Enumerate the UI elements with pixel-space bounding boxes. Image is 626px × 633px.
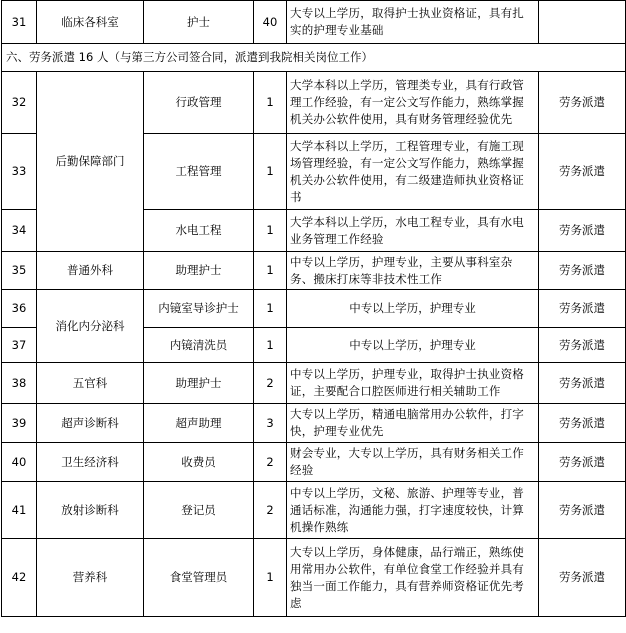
method-cell: 劳务派遣 xyxy=(539,404,626,443)
row-number: 37 xyxy=(2,328,37,363)
position-cell: 水电工程 xyxy=(144,210,254,252)
position-cell: 食堂管理员 xyxy=(144,539,254,617)
count-cell: 1 xyxy=(254,210,287,252)
requirement-cell: 大学本科以上学历，水电工程专业，具有水电业务管理工作经验 xyxy=(287,210,539,252)
method-cell: 劳务派遣 xyxy=(539,443,626,482)
method-cell: 劳务派遣 xyxy=(539,539,626,617)
position-cell: 登记员 xyxy=(144,482,254,539)
department-cell: 卫生经济科 xyxy=(37,443,144,482)
table-row xyxy=(2,443,626,482)
department-cell: 五官科 xyxy=(37,363,144,404)
position-cell: 收费员 xyxy=(144,443,254,482)
count-cell: 1 xyxy=(254,328,287,363)
row-number: 36 xyxy=(2,290,37,328)
row-number: 31 xyxy=(2,1,37,44)
department-cell: 消化内分泌科 xyxy=(37,290,144,363)
table-row xyxy=(2,72,626,134)
section-title: 六、劳务派遣 16 人（与第三方公司签合同，派遣到我院相关岗位工作） xyxy=(2,44,626,72)
department-cell: 临床各科室 xyxy=(37,1,144,44)
position-cell: 助理护士 xyxy=(144,252,254,290)
row-number: 32 xyxy=(2,72,37,134)
method-cell: 劳务派遣 xyxy=(539,72,626,134)
requirement-cell: 中专以上学历，文秘、旅游、护理等专业，普通话标准，沟通能力强，打字速度较快，计算机操作熟练 xyxy=(287,482,539,539)
requirement-cell: 中专以上学历，护理专业 xyxy=(287,328,539,363)
section-row xyxy=(2,44,626,72)
table-row xyxy=(2,363,626,404)
department-cell: 放射诊断科 xyxy=(37,482,144,539)
count-cell: 2 xyxy=(254,443,287,482)
row-number: 41 xyxy=(2,482,37,539)
row-number: 35 xyxy=(2,252,37,290)
requirement-cell: 大专以上学历，取得护士执业资格证，具有扎实的护理专业基础 xyxy=(287,1,539,44)
position-cell: 工程管理 xyxy=(144,134,254,210)
method-cell: 劳务派遣 xyxy=(539,134,626,210)
count-cell: 1 xyxy=(254,539,287,617)
position-cell: 内镜清洗员 xyxy=(144,328,254,363)
method-cell: 劳务派遣 xyxy=(539,210,626,252)
position-cell: 行政管理 xyxy=(144,72,254,134)
requirement-cell: 大专以上学历，精通电脑常用办公软件，打字快，护理专业优先 xyxy=(287,404,539,443)
row-number: 42 xyxy=(2,539,37,617)
method-cell: 劳务派遣 xyxy=(539,290,626,328)
row-number: 33 xyxy=(2,134,37,210)
requirement-cell: 中专以上学历，护理专业 xyxy=(287,290,539,328)
row-number: 40 xyxy=(2,443,37,482)
table-row xyxy=(2,1,626,44)
requirement-cell: 财会专业，大专以上学历，具有财务相关工作经验 xyxy=(287,443,539,482)
count-cell: 1 xyxy=(254,252,287,290)
position-cell: 护士 xyxy=(144,1,254,44)
row-number: 34 xyxy=(2,210,37,252)
method-cell: 劳务派遣 xyxy=(539,328,626,363)
count-cell: 40 xyxy=(254,1,287,44)
count-cell: 2 xyxy=(254,482,287,539)
position-cell: 助理护士 xyxy=(144,363,254,404)
department-cell: 超声诊断科 xyxy=(37,404,144,443)
count-cell: 1 xyxy=(254,134,287,210)
table-row xyxy=(2,482,626,539)
row-number: 38 xyxy=(2,363,37,404)
table-row xyxy=(2,252,626,290)
count-cell: 3 xyxy=(254,404,287,443)
position-cell: 内镜室导诊护士 xyxy=(144,290,254,328)
method-cell: 劳务派遣 xyxy=(539,482,626,539)
count-cell: 1 xyxy=(254,72,287,134)
department-cell: 后勤保障部门 xyxy=(37,72,144,252)
requirement-cell: 中专以上学历，护理专业，主要从事科室杂务、搬床打床等非技术性工作 xyxy=(287,252,539,290)
department-cell: 普通外科 xyxy=(37,252,144,290)
count-cell: 2 xyxy=(254,363,287,404)
requirement-cell: 大专以上学历，身体健康，品行端正，熟练使用常用办公软件，有单位食堂工作经验并具有独当一面工作能力，具有营养师资格证优先考虑 xyxy=(287,539,539,617)
requirement-cell: 大学本科以上学历，管理类专业，具有行政管理工作经验，有一定公文写作能力，熟练掌握机关办公软件使用，具有财务管理经验优先 xyxy=(287,72,539,134)
method-cell xyxy=(539,1,626,44)
position-cell: 超声助理 xyxy=(144,404,254,443)
requirement-cell: 大学本科以上学历，工程管理专业，有施工现场管理经验，有一定公文写作能力，熟练掌握机关办公软件使用，有二级建造师执业资格证书 xyxy=(287,134,539,210)
table-row xyxy=(2,290,626,328)
method-cell: 劳务派遣 xyxy=(539,252,626,290)
department-cell: 营养科 xyxy=(37,539,144,617)
table-row xyxy=(2,404,626,443)
method-cell: 劳务派遣 xyxy=(539,363,626,404)
requirement-cell: 中专以上学历，护理专业，取得护士执业资格证，主要配合口腔医师进行相关辅助工作 xyxy=(287,363,539,404)
count-cell: 1 xyxy=(254,290,287,328)
table-row xyxy=(2,539,626,617)
row-number: 39 xyxy=(2,404,37,443)
recruitment-table xyxy=(1,0,626,617)
